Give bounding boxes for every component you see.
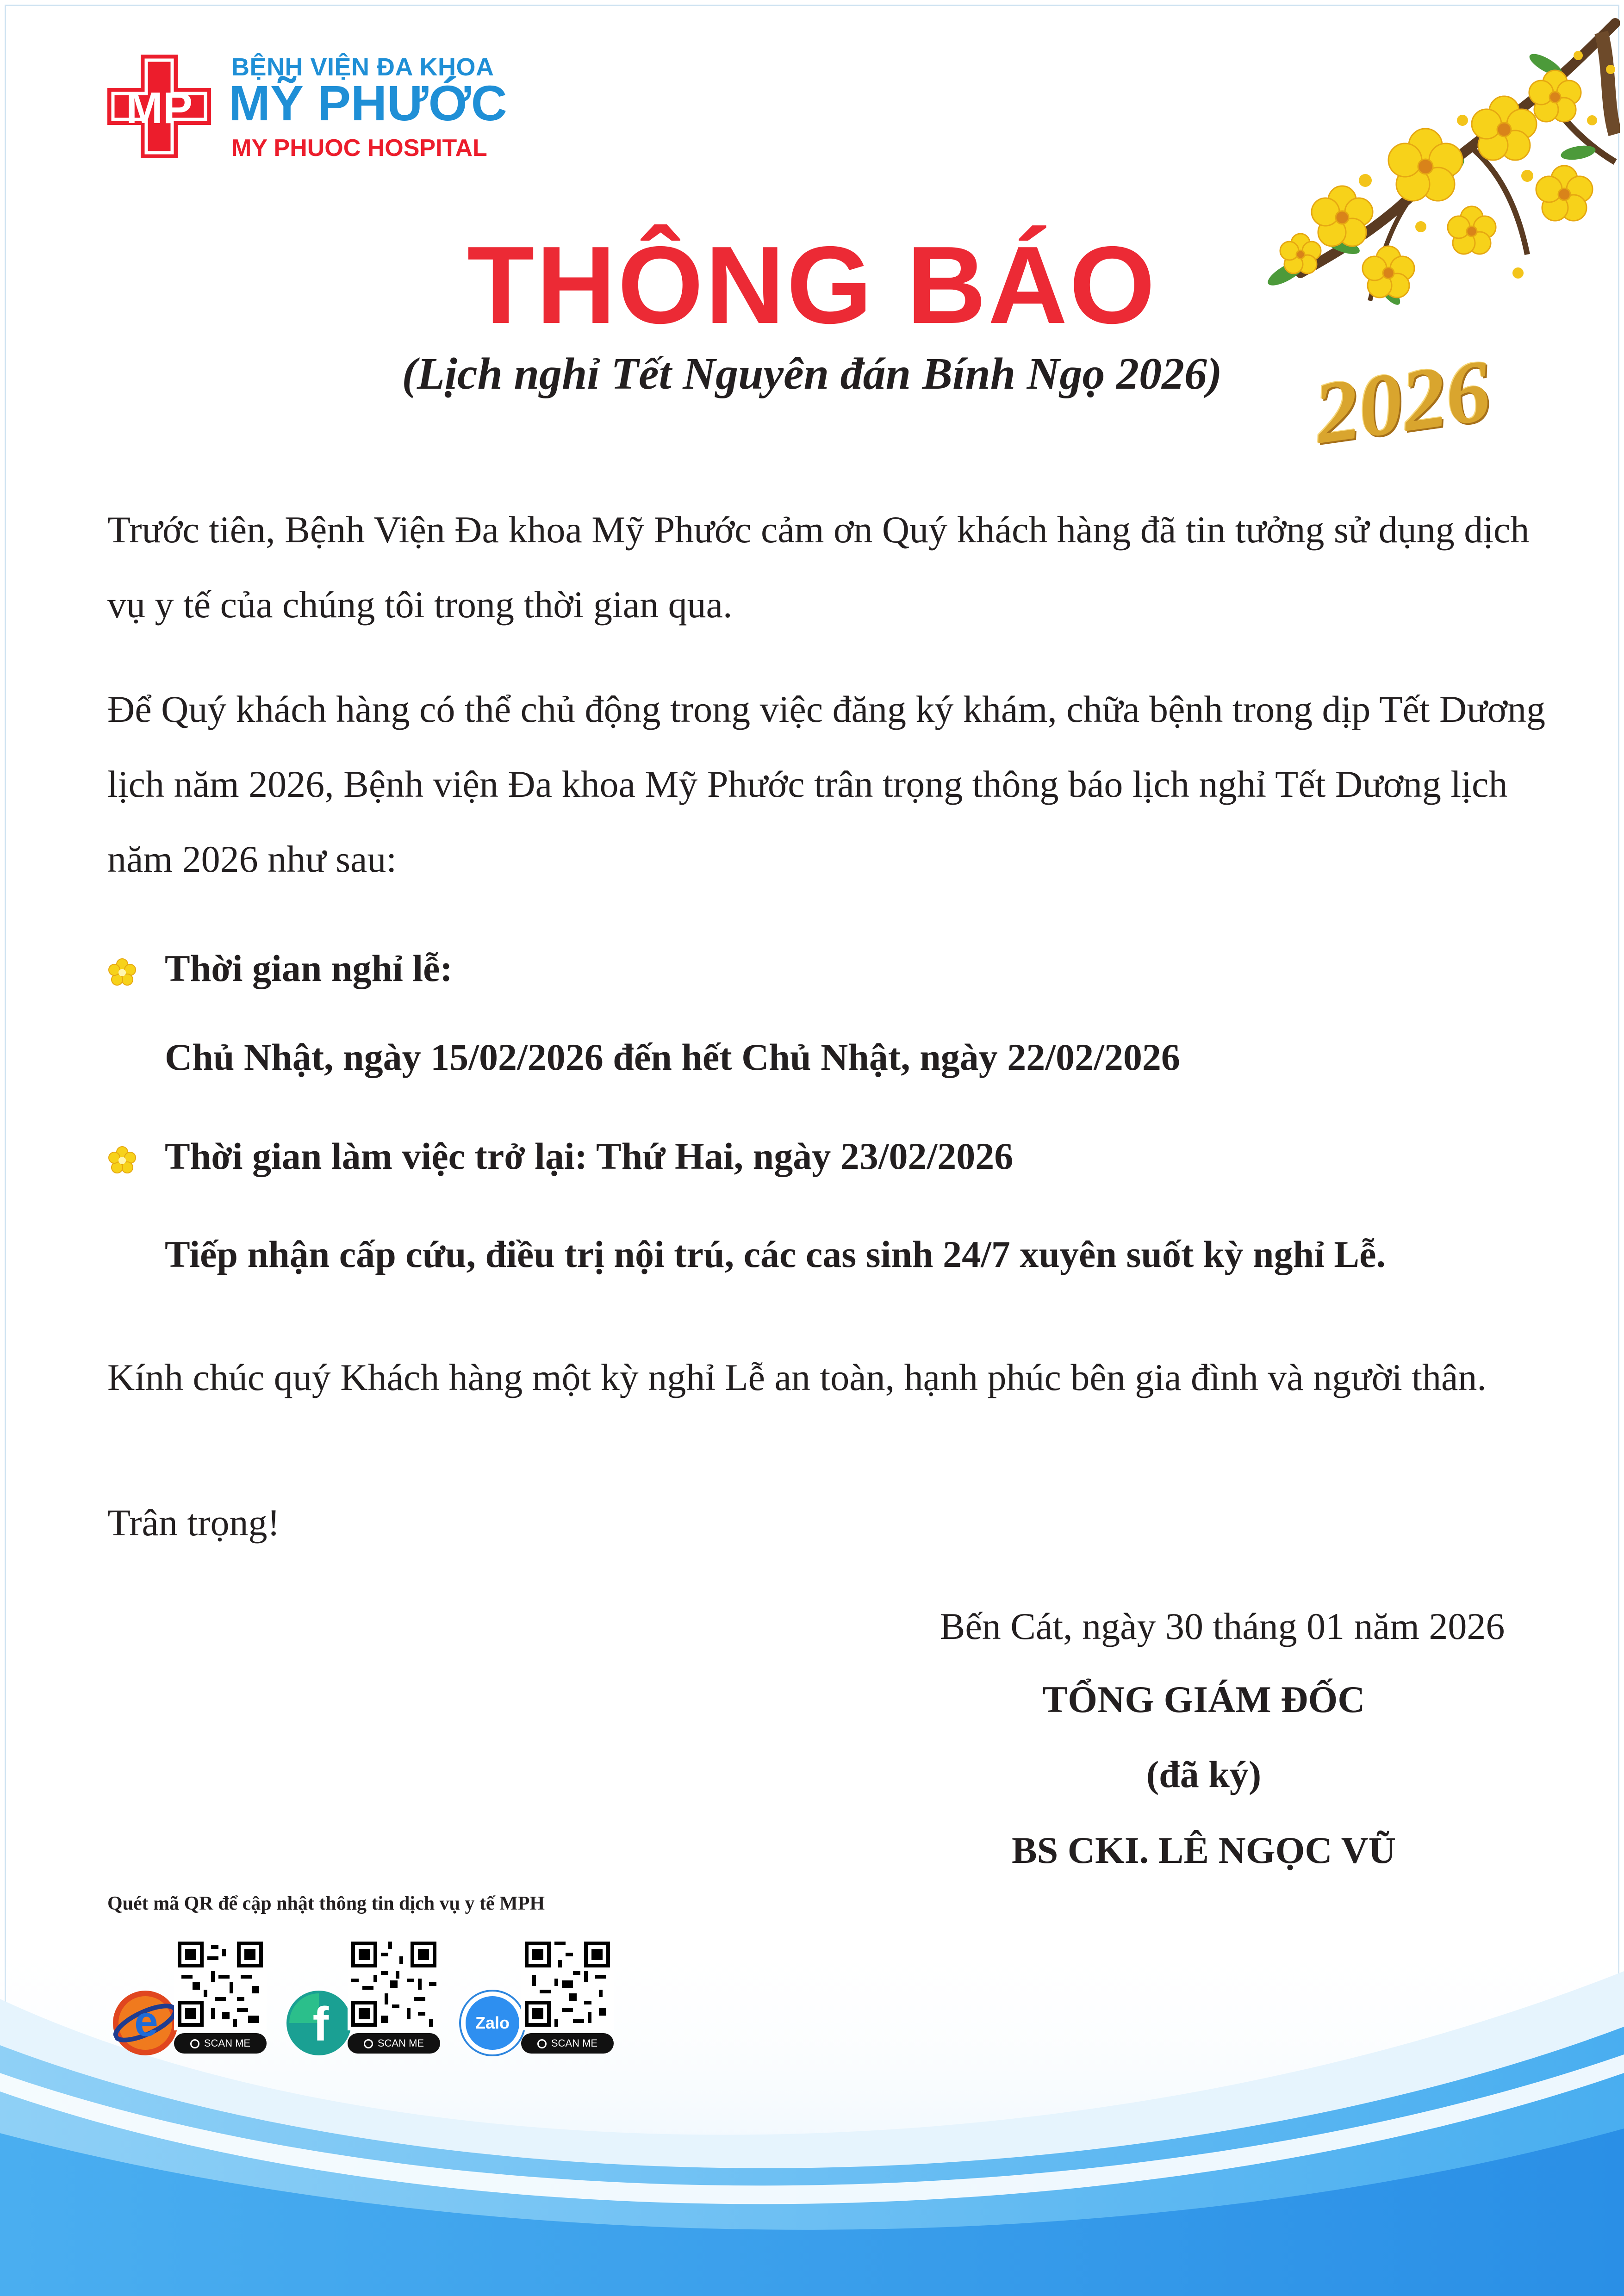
- signature-name: BS CKI. LÊ NGỌC VŨ: [1011, 1829, 1396, 1871]
- holiday-period-dates: Chủ Nhật, ngày 15/02/2026 đến hết Chủ Nhật, ngày 22/02/2026: [165, 1036, 1180, 1078]
- page-title: THÔNG BÁO: [467, 224, 1157, 347]
- signature-signed-note: (đã ký): [1146, 1753, 1262, 1795]
- page-subtitle: (Lịch nghỉ Tết Nguyên đán Bính Ngọ 2026): [402, 349, 1222, 399]
- facebook-icon: [285, 1989, 353, 2057]
- svg-text:Zalo: Zalo: [475, 2013, 510, 2032]
- qr-code-facebook: [348, 1938, 440, 2030]
- qr-caption: Quét mã QR để cập nhật thông tin dịch vụ y tế MPH: [107, 1893, 545, 1914]
- qr-facebook[interactable]: [285, 1938, 451, 2058]
- logo-hospital-type: BỆNH VIỆN ĐA KHOA: [231, 53, 494, 81]
- wishes-paragraph: Kính chúc quý Khách hàng một kỳ nghỉ Lễ an toàn, hạnh phúc bên gia đình và người thân.: [107, 1356, 1487, 1398]
- qr-zalo[interactable]: [458, 1938, 625, 2058]
- svg-text:f: f: [312, 1998, 329, 2051]
- scan-me-label: SCAN ME: [174, 2033, 267, 2054]
- hospital-logo: [107, 55, 505, 166]
- hospital-cross-icon: [107, 55, 211, 158]
- year-2026-badge: 2026: [1308, 341, 1496, 463]
- web-browser-icon: [111, 1989, 180, 2057]
- emergency-service-note: Tiếp nhận cấp cứu, điều trị nội trú, các cas sinh 24/7 xuyên suốt kỳ nghỉ Lễ.: [165, 1233, 1386, 1275]
- logo-hospital-english-name: MY PHUOC HOSPITAL: [231, 135, 487, 161]
- qr-code-zalo: [521, 1938, 614, 2030]
- intro-paragraph: Trước tiên, Bệnh Viện Đa khoa Mỹ Phước cảm ơn Quý khách hàng đã tin tưởng sử dụng dịch vụ y tế của chúng tôi trong thời gian qua.: [107, 509, 1530, 626]
- schedule-paragraph: Để Quý khách hàng có thể chủ động trong việc đăng ký khám, chữa bệnh trong dịp Tết Dương lịch năm 2026, Bệnh viện Đa khoa Mỹ Phước trân trọng thông báo lịch nghỉ Tết Dương lịch năm 2026 như sau:: [107, 688, 1546, 880]
- qr-website[interactable]: [111, 1938, 278, 2058]
- logo-mark-text: MP: [126, 83, 193, 133]
- svg-text:e: e: [134, 1998, 158, 2045]
- return-to-work-label: Thời gian làm việc trở lại: Thứ Hai, ngày 23/02/2026: [165, 1135, 1014, 1177]
- blossom-bullet-icon: [107, 1146, 137, 1175]
- scan-me-label: SCAN ME: [348, 2033, 440, 2054]
- logo-hospital-name: MỸ PHƯỚC: [229, 75, 507, 131]
- blossom-bullet-icon: [107, 958, 137, 987]
- closing-line: Trân trọng!: [107, 1502, 280, 1544]
- scan-me-label: SCAN ME: [521, 2033, 614, 2054]
- signature-place-date: Bến Cát, ngày 30 tháng 01 năm 2026: [940, 1605, 1505, 1647]
- qr-code-website: [174, 1938, 267, 2030]
- holiday-period-label: Thời gian nghỉ lễ:: [165, 947, 453, 989]
- zalo-icon: [458, 1989, 527, 2057]
- signature-position: TỔNG GIÁM ĐỐC: [1042, 1678, 1365, 1720]
